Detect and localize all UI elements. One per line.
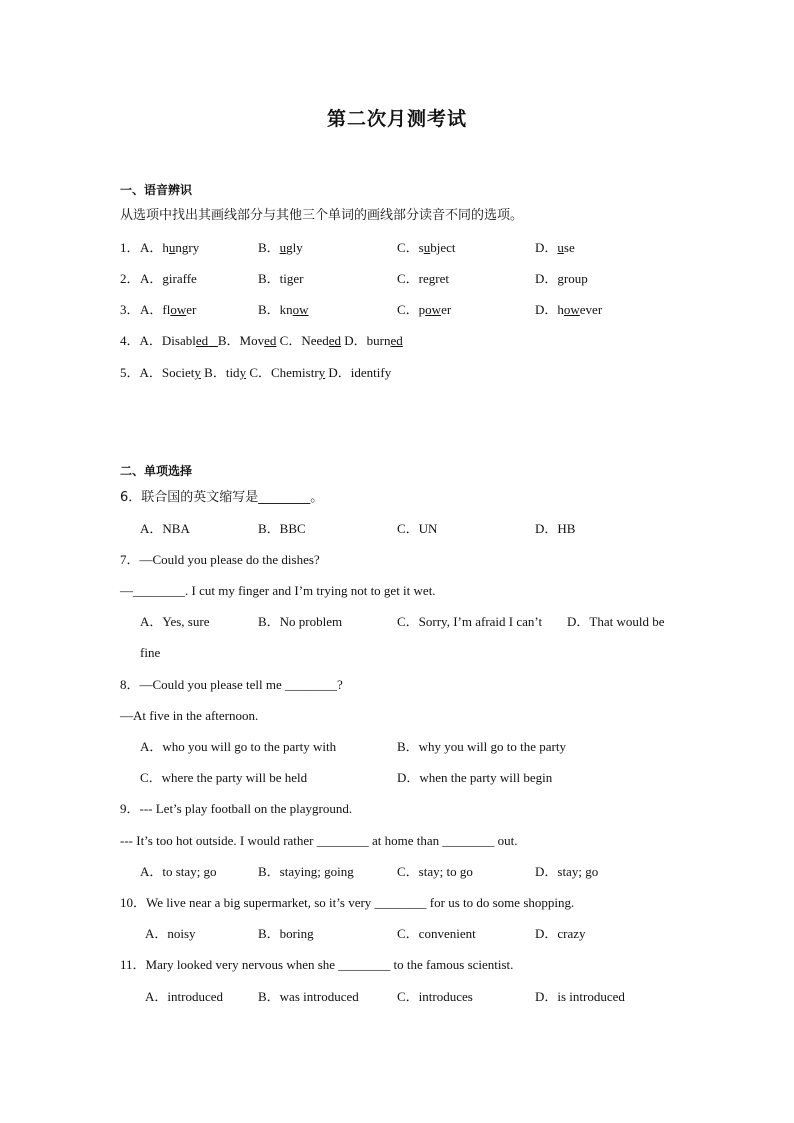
q7-option-c[interactable]: C．Sorry, I’m afraid I can’t [397, 614, 543, 629]
q7-option-a[interactable]: A．Yes, sure [140, 614, 210, 629]
q1-option-c[interactable]: C．subject [397, 240, 456, 255]
q11-option-c[interactable]: C．introduces [397, 989, 473, 1004]
q7-option-b[interactable]: B．No problem [258, 614, 343, 629]
question-8-reply: —At five in the afternoon. [120, 708, 259, 723]
q7-option-d-continued: fine [140, 645, 161, 660]
q10-option-b[interactable]: B．boring [258, 926, 314, 941]
question-6-stem: 6．联合国的英文缩写是________。 [120, 490, 324, 505]
q8-option-b[interactable]: B．why you will go to the party [397, 739, 566, 754]
section-1-heading: 一、语音辨识 [120, 183, 193, 197]
q3-option-d[interactable]: D．however [535, 302, 603, 317]
q11-option-d[interactable]: D．is introduced [535, 989, 625, 1004]
question-1-number: 1． [120, 240, 140, 255]
q8-option-a[interactable]: A．who you will go to the party with [140, 739, 337, 754]
q9-option-c[interactable]: C．stay; to go [397, 864, 473, 879]
question-3-number: 3． [120, 302, 140, 317]
question-7-reply: —________. I cut my finger and I’m trying not to get it wet. [120, 583, 436, 598]
q1-option-b[interactable]: B．ugly [258, 240, 303, 255]
q7-option-d[interactable]: D．That would be [567, 614, 665, 629]
question-9-stem: 9．--- Let’s play football on the playground. [120, 801, 353, 816]
q2-option-a[interactable]: A．giraffe [140, 271, 197, 286]
q6-option-d[interactable]: D．HB [535, 521, 576, 536]
section-2-heading: 二、单项选择 [120, 464, 193, 478]
question-10-stem: 10．We live near a big supermarket, so it’s very ________ for us to do some shopping. [120, 895, 575, 910]
q10-option-c[interactable]: C．convenient [397, 926, 476, 941]
q6-option-a[interactable]: A．NBA [140, 521, 190, 536]
section-1-instruction: 从选项中找出其画线部分与其他三个单词的画线部分读音不同的选项。 [120, 208, 524, 223]
q9-option-b[interactable]: B．staying; going [258, 864, 354, 879]
q3-option-a[interactable]: A．flower [140, 302, 197, 317]
q2-option-b[interactable]: B．tiger [258, 271, 304, 286]
q3-option-c[interactable]: C．power [397, 302, 452, 317]
question-11-stem: 11．Mary looked very nervous when she ________ to the famous scientist. [120, 957, 514, 972]
q8-option-d[interactable]: D．when the party will begin [397, 770, 553, 785]
q10-option-a[interactable]: A．noisy [145, 926, 196, 941]
q6-option-b[interactable]: B．BBC [258, 521, 306, 536]
question-7-stem: 7．—Could you please do the dishes? [120, 552, 320, 567]
q9-option-d[interactable]: D．stay; go [535, 864, 599, 879]
exam-title: 第二次月测考试 [326, 108, 467, 130]
q2-option-c[interactable]: C．regret [397, 271, 449, 286]
q3-option-b[interactable]: B．know [258, 302, 309, 317]
q11-option-a[interactable]: A．introduced [145, 989, 223, 1004]
question-2-number: 2． [120, 271, 140, 286]
q6-option-c[interactable]: C．UN [397, 521, 438, 536]
question-9-reply: --- It’s too hot outside. I would rather ________ at home than ________ out. [120, 833, 518, 848]
q11-option-b[interactable]: B．was introduced [258, 989, 359, 1004]
question-4[interactable]: 4．A．Disabled B．Moved C．Needed D．burned [120, 333, 403, 348]
question-8-stem: 8．—Could you please tell me ________? [120, 677, 343, 692]
q9-option-a[interactable]: A．to stay; go [140, 864, 217, 879]
q1-option-d[interactable]: D．use [535, 240, 575, 255]
q2-option-d[interactable]: D．group [535, 271, 588, 286]
question-5[interactable]: 5．A．Society B．tidy C．Chemistry D．identify [120, 365, 392, 380]
q10-option-d[interactable]: D．crazy [535, 926, 586, 941]
q8-option-c[interactable]: C．where the party will be held [140, 770, 308, 785]
q1-option-a[interactable]: A．hungry [140, 240, 200, 255]
